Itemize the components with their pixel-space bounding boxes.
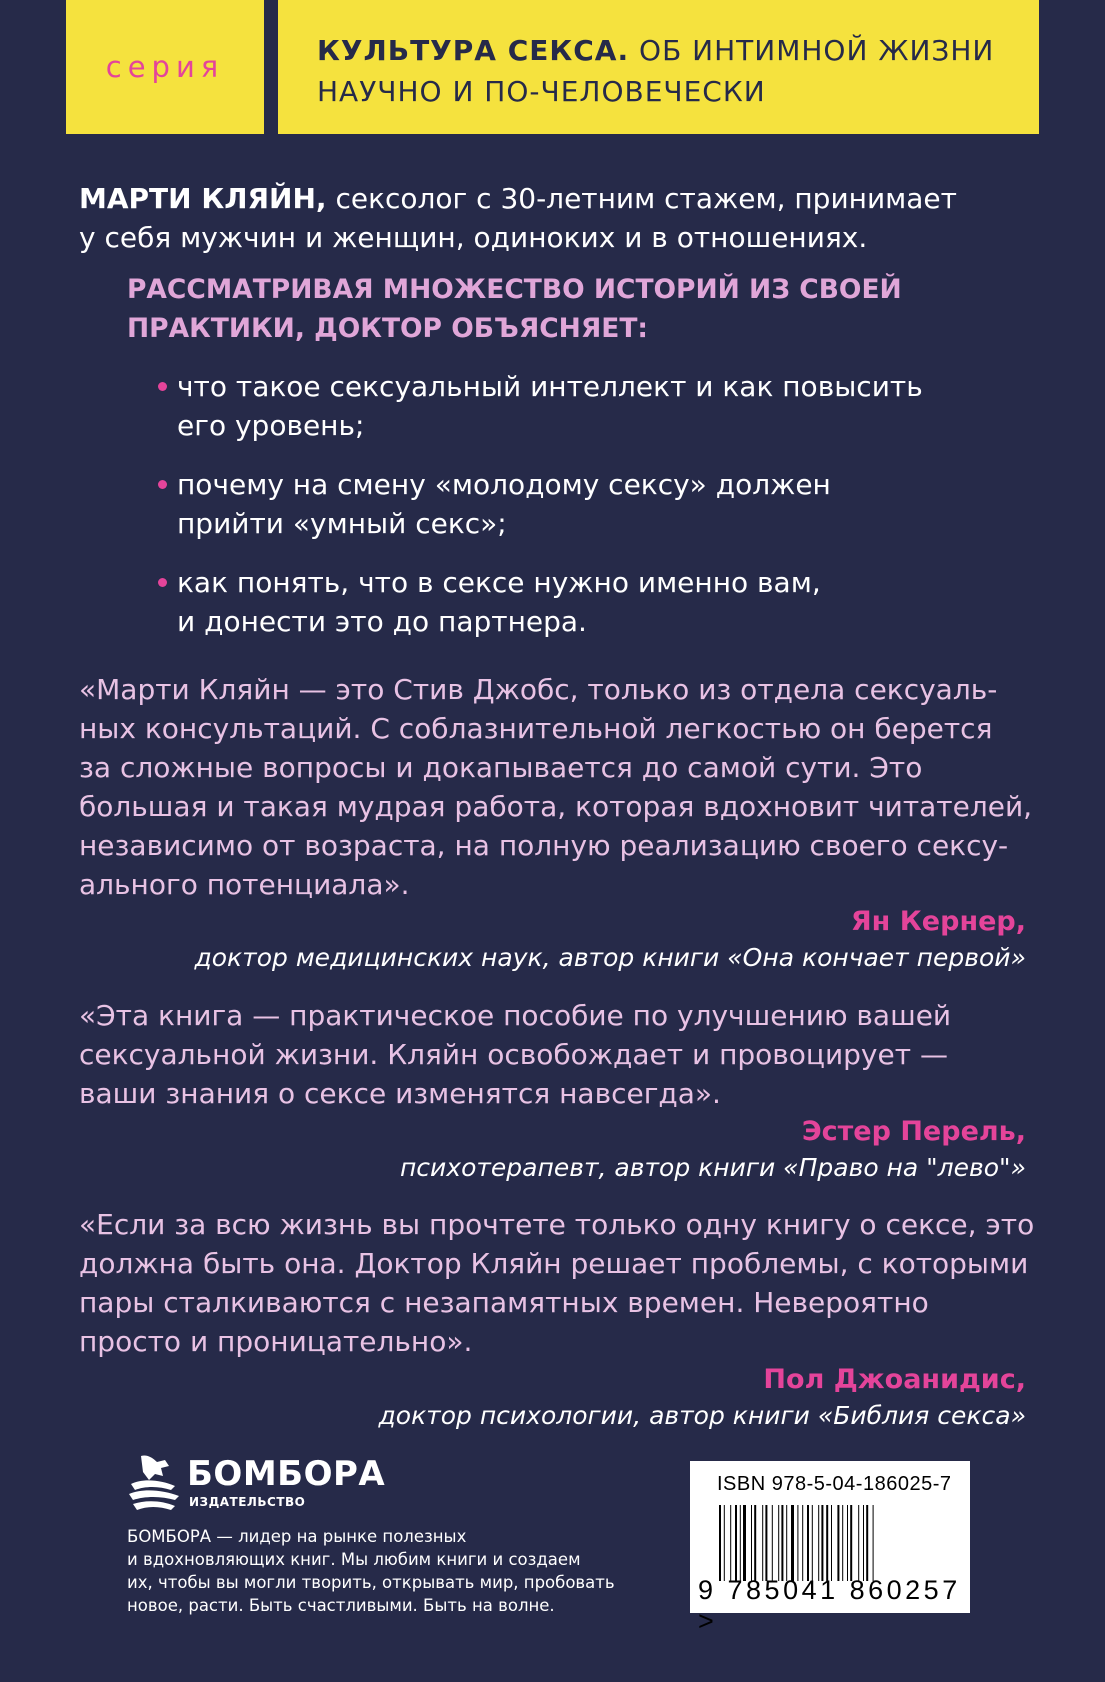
attribution-role: доктор психологии, автор книги «Библия секса» bbox=[378, 1401, 1026, 1430]
publisher-blurb bbox=[127, 1525, 627, 1617]
blurb-line: новое, расти. Быть счастливыми. Быть на волне. bbox=[127, 1596, 555, 1615]
author-name: МАРТИ КЛЯЙН, bbox=[79, 182, 327, 215]
bullet-line: как понять, что в сексе нужно именно вам, bbox=[177, 566, 821, 599]
attribution-role: доктор медицинских наук, автор книги «Она кончает первой» bbox=[194, 943, 1026, 972]
series-title-rest: ОБ ИНТИМНОЙ ЖИЗНИ bbox=[629, 34, 995, 67]
attribution-perel bbox=[400, 1114, 1026, 1186]
bullet-list bbox=[156, 367, 1016, 661]
author-intro bbox=[79, 179, 979, 257]
bullet-line: что такое сексуальный интеллект и как повысить bbox=[177, 370, 923, 403]
isbn-number: ISBN 978-5-04-186025-7 bbox=[717, 1473, 952, 1495]
bullet-dot-icon bbox=[158, 578, 167, 587]
barcode-bars bbox=[719, 1505, 941, 1581]
attribution-joannides bbox=[378, 1362, 1026, 1434]
attribution-kerner bbox=[194, 904, 1026, 976]
logo-wordmark: БОМБОРА bbox=[187, 1454, 386, 1494]
list-item bbox=[156, 465, 1016, 543]
logo-subtitle: ИЗДАТЕЛЬСТВО bbox=[189, 1495, 306, 1509]
series-title-banner bbox=[278, 0, 1039, 134]
series-title-line1 bbox=[317, 30, 1039, 71]
quote-joannides bbox=[79, 1205, 1039, 1361]
series-banner bbox=[66, 0, 264, 134]
quote-line: ального потенциала». bbox=[79, 868, 410, 901]
blurb-line: и вдохновляющих книг. Мы любим книги и создаем bbox=[127, 1550, 581, 1569]
list-item bbox=[156, 367, 1016, 445]
attribution-role: психотерапевт, автор книги «Право на "лево"» bbox=[399, 1153, 1026, 1182]
series-title-bold: КУЛЬТУРА СЕКСА. bbox=[317, 34, 630, 67]
list-item bbox=[156, 563, 1016, 641]
quote-perel bbox=[79, 996, 1039, 1113]
quote-line: просто и проницательно». bbox=[79, 1325, 473, 1358]
attribution-name: Пол Джоанидис, bbox=[763, 1364, 1026, 1395]
series-title-line2: НАУЧНО И ПО-ЧЕЛОВЕЧЕСКИ bbox=[317, 75, 766, 108]
quote-line: «Если за всю жизнь вы прочтете только одну книгу о сексе, это bbox=[79, 1208, 1035, 1241]
author-description: сексолог с 30-летним стажем, принимает у себя мужчин и женщин, одиноких и в отношениях. bbox=[79, 182, 957, 254]
quote-line: независимо от возраста, на полную реализацию своего сексу- bbox=[79, 829, 1009, 862]
bullet-dot-icon bbox=[158, 382, 167, 391]
bullet-dot-icon bbox=[158, 480, 167, 489]
attribution-name: Ян Кернер, bbox=[850, 906, 1026, 937]
barcode-digits: 9 785041 860257 > bbox=[698, 1575, 961, 1636]
quote-line: ваши знания о сексе изменятся навсегда». bbox=[79, 1077, 721, 1110]
isbn-barcode bbox=[690, 1461, 970, 1636]
quote-line: ных консультаций. С соблазнительной легкостью он берется bbox=[79, 712, 993, 745]
publisher-logo bbox=[127, 1452, 386, 1512]
quote-line: «Эта книга — практическое пособие по улучшению вашей bbox=[79, 999, 952, 1032]
bullet-line: его уровень; bbox=[177, 409, 365, 442]
bullet-line: прийти «умный секс»; bbox=[177, 507, 507, 540]
quote-line: должна быть она. Доктор Кляйн решает проблемы, с которыми bbox=[79, 1247, 1029, 1280]
bombora-surfer-icon bbox=[127, 1452, 183, 1514]
quote-line: за сложные вопросы и докапывается до самой сути. Это bbox=[79, 751, 923, 784]
quote-kerner bbox=[79, 670, 1039, 904]
quote-line: сексуальной жизни. Кляйн освобождает и провоцирует — bbox=[79, 1038, 948, 1071]
quote-line: пары сталкиваются с незапамятных времен. Невероятно bbox=[79, 1286, 929, 1319]
bullet-line: почему на смену «молодому сексу» должен bbox=[177, 468, 831, 501]
blurb-line: БОМБОРА — лидер на рынке полезных bbox=[127, 1527, 467, 1546]
lead-heading: РАССМАТРИВАЯ МНОЖЕСТВО ИСТОРИЙ ИЗ СВОЕЙ ПРАКТИКИ, ДОКТОР ОБЪЯСНЯЕТ: bbox=[127, 274, 902, 344]
quote-line: «Марти Кляйн — это Стив Джобс, только из отдела сексуаль- bbox=[79, 673, 998, 706]
attribution-name: Эстер Перель, bbox=[801, 1116, 1026, 1147]
series-label: серия bbox=[105, 50, 225, 84]
bullet-line: и донести это до партнера. bbox=[177, 605, 587, 638]
blurb-line: их, чтобы вы могли творить, открывать мир, пробовать bbox=[127, 1573, 615, 1592]
quote-line: большая и такая мудрая работа, которая вдохновит читателей, bbox=[79, 790, 1033, 823]
